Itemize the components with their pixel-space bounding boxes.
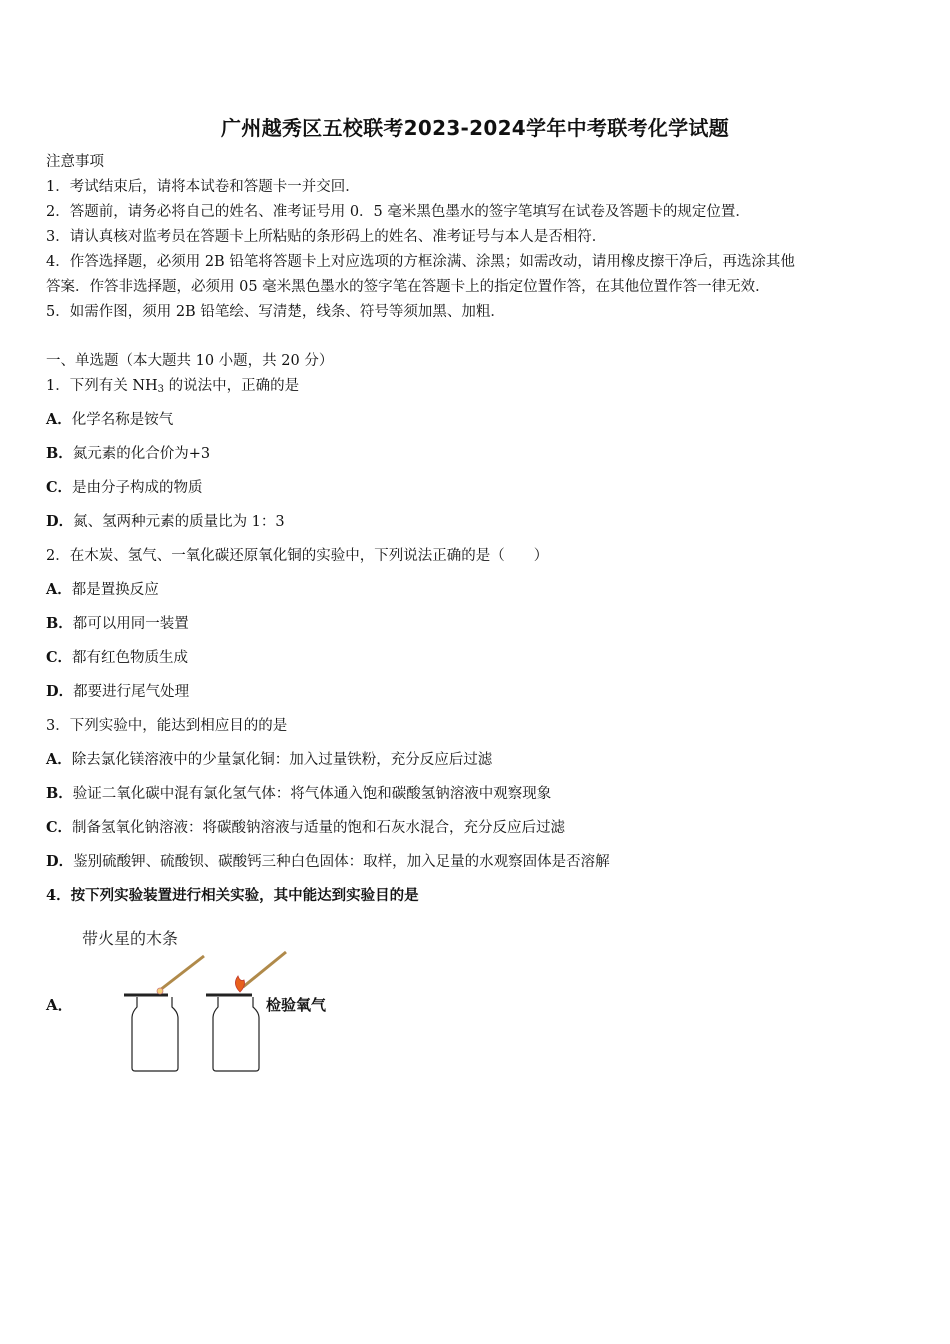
option-label: B． bbox=[46, 615, 73, 632]
figure-option-label: A． bbox=[46, 996, 73, 1014]
left-bottle bbox=[124, 995, 178, 1071]
question-4-stem: 4．按下列实验装置进行相关实验，其中能达到实验目的是 bbox=[46, 887, 419, 904]
ember bbox=[157, 988, 163, 994]
right-bottle bbox=[206, 995, 259, 1071]
notice-item: 答案．作答非选择题，必须用 05 毫米黑色墨水的签字笔在答题卡上的指定位置作答，在其他位置作答一律无效． bbox=[46, 279, 770, 295]
option-1c bbox=[46, 478, 906, 498]
option-label: B． bbox=[46, 785, 73, 802]
question-1-subscript: 3 bbox=[157, 384, 165, 395]
option-text: 除去氯化镁溶液中的少量氯化铜：加入过量铁粉，充分反应后过滤 bbox=[71, 752, 493, 768]
question-1-stem-pre: 1．下列有关 NH bbox=[46, 378, 158, 394]
question-2-stem: 2．在木炭、氢气、一氧化碳还原氧化铜的实验中，下列说法正确的是（ ） bbox=[46, 548, 549, 564]
option-1b bbox=[46, 444, 906, 464]
option-3d bbox=[46, 852, 906, 872]
notice-item: 4．作答选择题，必须用 2B 铅笔将答题卡上对应选项的方框涂满、涂黑；如需改动，请用橡皮擦干净后，再选涂其他 bbox=[46, 254, 795, 270]
oxygen-test-figure bbox=[40, 920, 400, 1090]
notice-item: 5．如需作图，须用 2B 铅笔绘、写清楚，线条、符号等须加黑、加粗． bbox=[46, 304, 505, 320]
option-text: 验证二氧化碳中混有氯化氢气体：将气体通入饱和碳酸氢钠溶液中观察现象 bbox=[72, 786, 552, 802]
option-3b bbox=[46, 784, 906, 804]
notice-item: 1．考试结束后，请将本试卷和答题卡一并交回． bbox=[46, 179, 360, 195]
notice-item: 2．答题前，请务必将自己的姓名、准考证号用 0．5 毫米黑色墨水的签字笔填写在试卷及答题卡的规定位置． bbox=[46, 204, 750, 220]
option-label: D． bbox=[46, 683, 74, 700]
option-text: 都有红色物质生成 bbox=[72, 650, 189, 666]
option-2d bbox=[46, 682, 906, 702]
figure-description: 检验氧气 bbox=[266, 996, 327, 1014]
burning-splint bbox=[243, 952, 286, 987]
flame bbox=[235, 976, 244, 992]
option-3c bbox=[46, 818, 906, 838]
option-text: 氮元素的化合价为+3 bbox=[72, 446, 211, 462]
option-2c bbox=[46, 648, 906, 668]
option-text: 氮、氢两种元素的质量比为 1：3 bbox=[73, 514, 285, 530]
notice-item: 3．请认真核对监考员在答题卡上所粘贴的条形码上的姓名、准考证号与本人是否相符． bbox=[46, 229, 607, 245]
option-3a bbox=[46, 750, 906, 770]
option-label: A． bbox=[46, 411, 72, 428]
option-label: D． bbox=[46, 513, 74, 530]
option-1d bbox=[46, 512, 906, 532]
option-label: A． bbox=[46, 751, 72, 768]
option-text: 鉴别硫酸钾、硫酸钡、碳酸钙三种白色固体：取样，加入足量的水观察固体是否溶解 bbox=[73, 854, 610, 870]
option-text: 化学名称是铵气 bbox=[71, 412, 174, 428]
option-label: D． bbox=[46, 853, 74, 870]
apparatus-illustration bbox=[80, 940, 300, 1090]
option-2a bbox=[46, 580, 906, 600]
question-3-stem: 3．下列实验中，能达到相应目的的是 bbox=[46, 718, 288, 734]
question-1-stem-post: 的说法中，正确的是 bbox=[164, 378, 300, 394]
page-title: 广州越秀区五校联考2023-2024学年中考联考化学试题 bbox=[220, 116, 730, 140]
option-label: B． bbox=[46, 445, 73, 462]
option-label: C． bbox=[46, 649, 73, 666]
option-2b bbox=[46, 614, 906, 634]
notice-heading: 注意事项 bbox=[46, 154, 104, 170]
option-label: A． bbox=[46, 581, 72, 598]
section-heading: 一、单选题（本大题共 10 小题，共 20 分） bbox=[46, 353, 334, 369]
option-text: 都要进行尾气处理 bbox=[73, 684, 190, 700]
glowing-splint bbox=[160, 956, 204, 990]
option-text: 制备氢氧化钠溶液：将碳酸钠溶液与适量的饱和石灰水混合，充分反应后过滤 bbox=[72, 820, 566, 836]
option-label: C． bbox=[46, 819, 73, 836]
option-1a bbox=[46, 410, 906, 430]
option-text: 是由分子构成的物质 bbox=[72, 480, 203, 496]
option-text: 都是置换反应 bbox=[71, 582, 159, 598]
option-text: 都可以用同一装置 bbox=[72, 616, 189, 632]
option-label: C． bbox=[46, 479, 73, 496]
question-1-stem bbox=[46, 376, 906, 400]
figure-caption: 带火星的木条 bbox=[82, 929, 179, 948]
